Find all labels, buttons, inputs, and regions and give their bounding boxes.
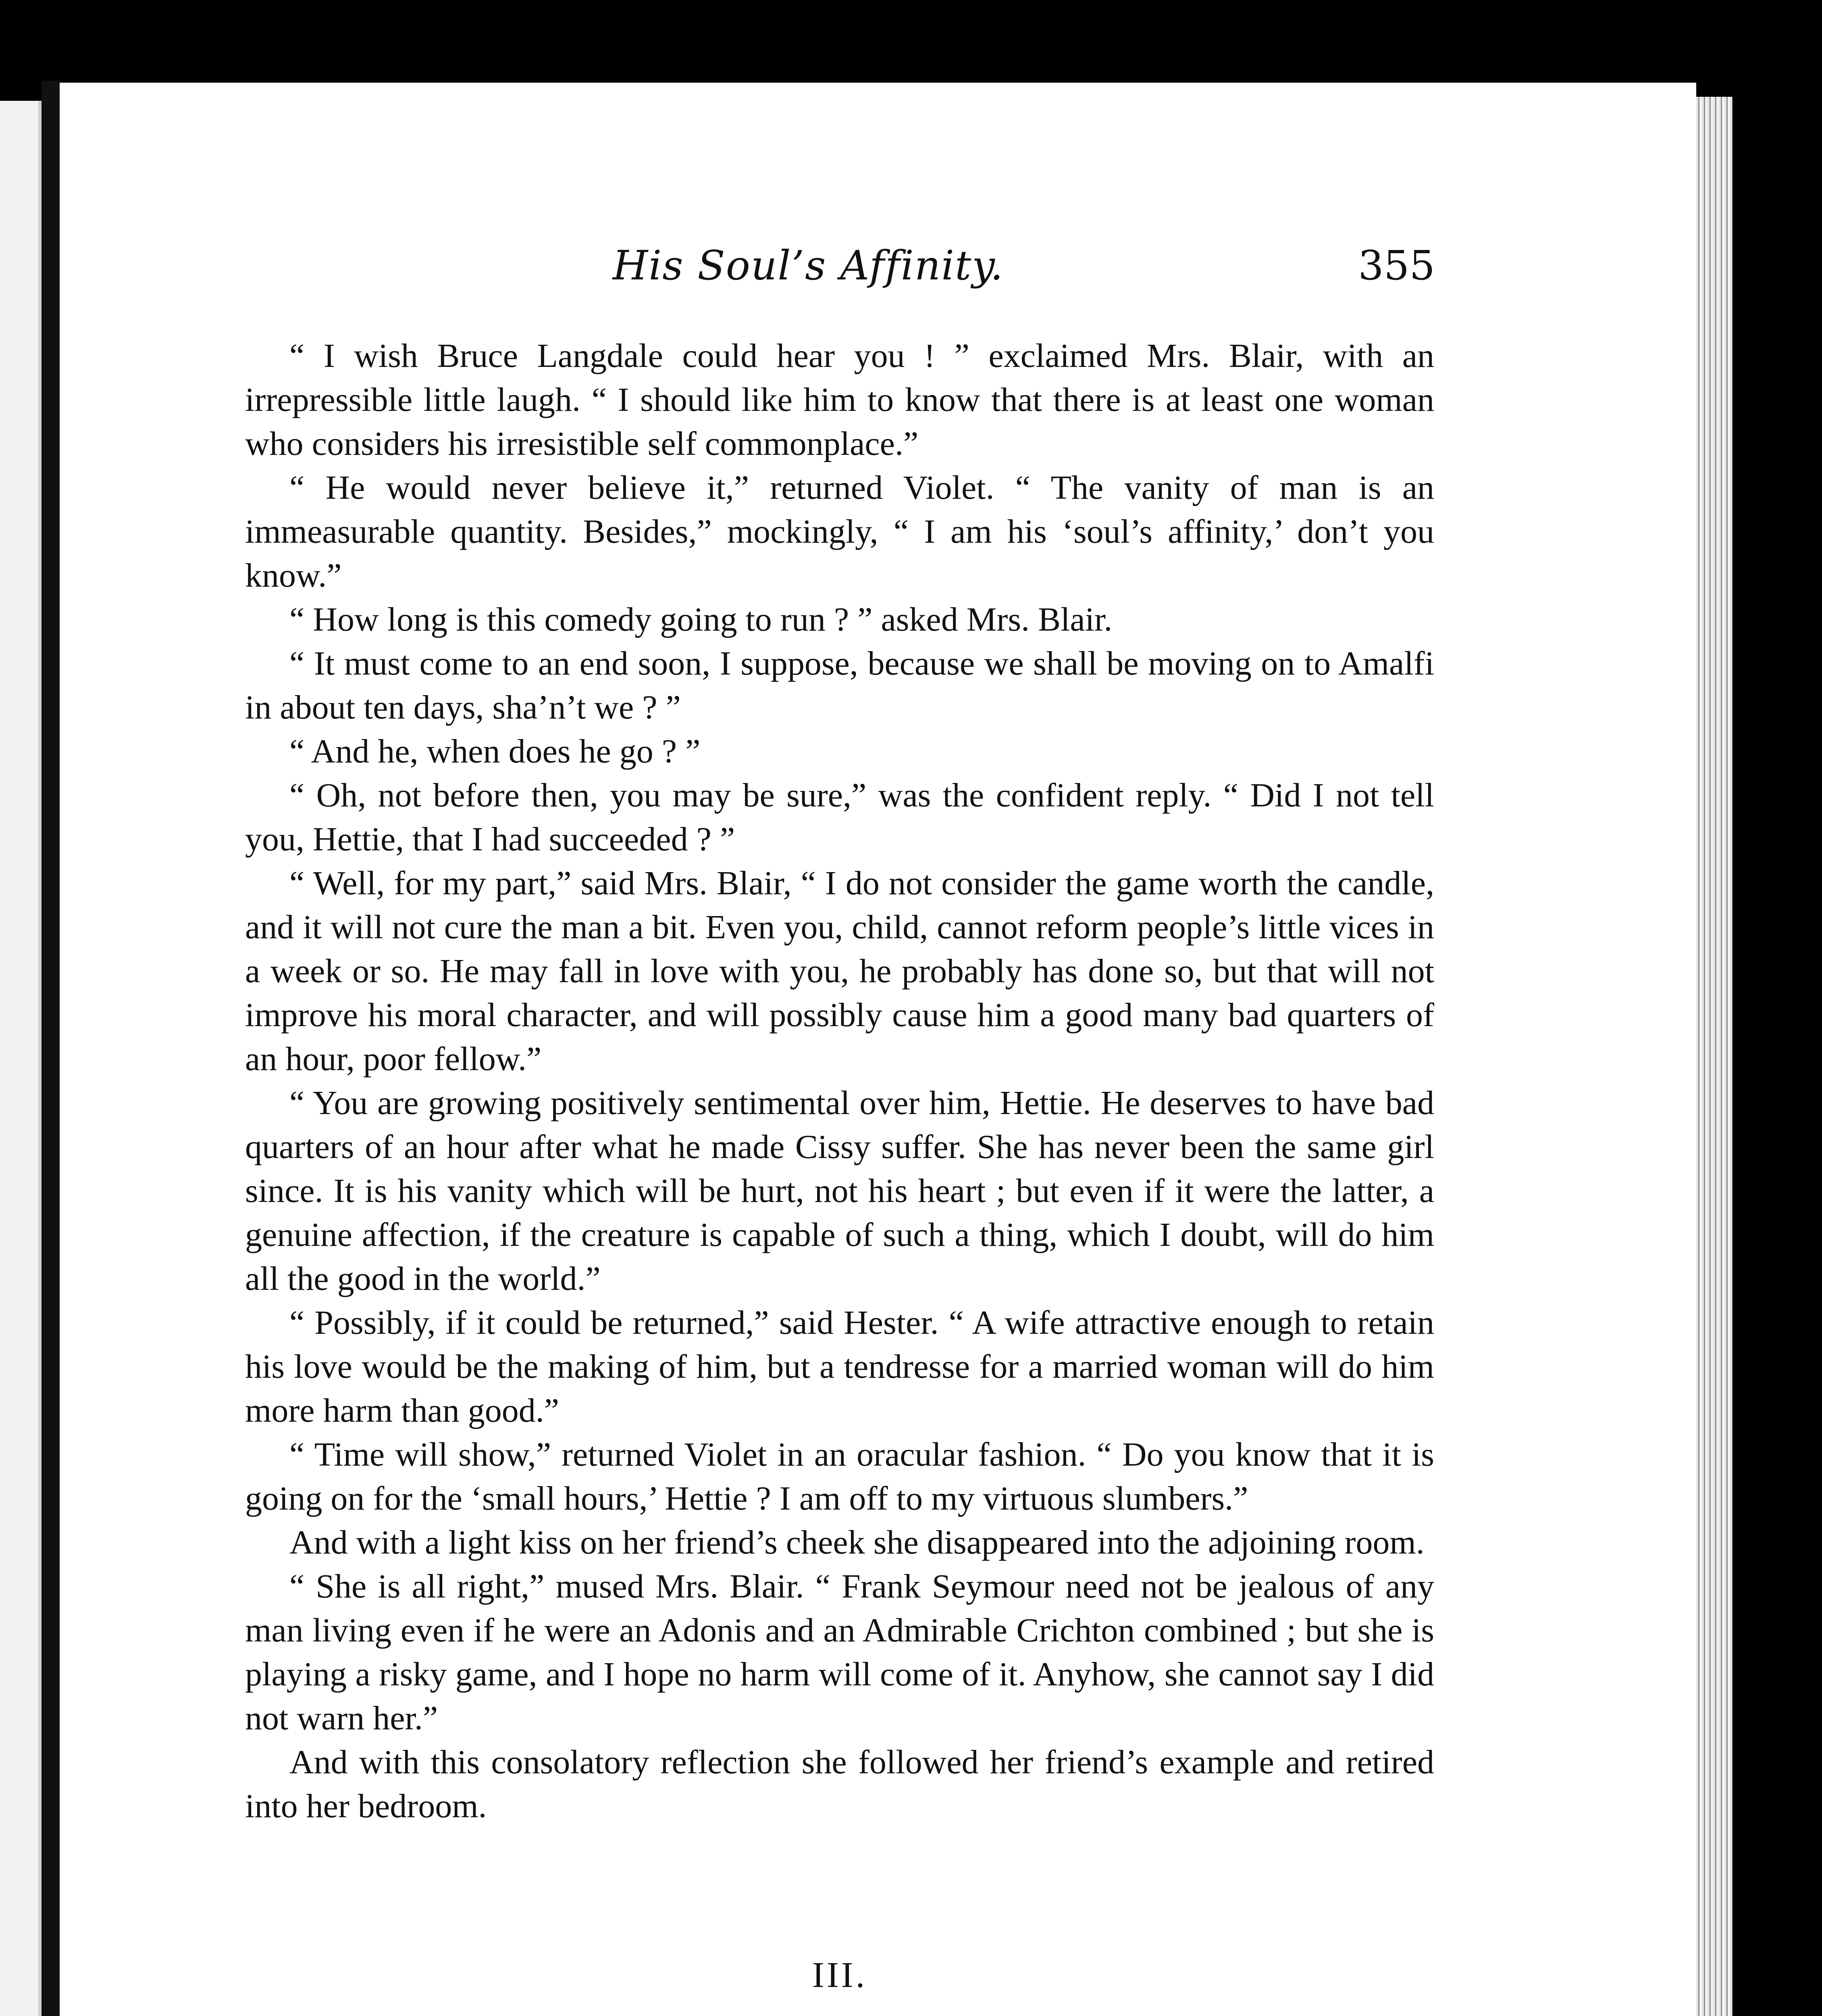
paragraph: And with this consolatory reflection she followed her friend’s example and retired into her bedroom. [245,1743,1434,1825]
paragraph: “ And he, when does he go ? ” [289,733,701,770]
paragraph: “ You are growing positively sentimental over him, Hettie. He deserves to have bad quarters of an hour after what he made Cissy suffer. She has never been the same girl since. It is his vanity which will be hurt, not his heart ; but even if it were the latter, a genuine affection, if the creature is capable of such a thing, which I doubt, will do him all the good in the world.” [245,1084,1434,1297]
paragraph: “ Possibly, if it could be returned,” said Hester. “ A wife attractive enough to retain his love would be the making of him, but a tendresse for a married woman will do him more harm than good.” [245,1304,1434,1429]
paragraph: “ Oh, not before then, you may be sure,” was the confident reply. “ Did I not tell you, Hettie, that I had succeeded ? ” [245,777,1434,858]
paragraph: “ How long is this comedy going to run ? ” asked Mrs. Blair. [289,601,1113,638]
book-spine [42,81,60,2016]
paragraph: And with a light kiss on her friend’s cheek she disappeared into the adjoining room. [289,1524,1425,1561]
paragraph: “ Well, for my part,” said Mrs. Blair, “ I do not consider the game worth the candle, and it will not cure the man a bit. Even you, child, cannot reform people’s little vices in a week or so. He may fall in love with you, he probably has done so, but that will not improve his moral character, and will possibly cause him a good many bad quarters of an hour, poor fellow.” [245,864,1434,1078]
paragraph: “ I wish Bruce Langdale could hear you ! ” exclaimed Mrs. Blair, with an irrepressible little laugh. “ I should like him to know that there is at least one woman who considers his irresistible self commonplace.” [245,337,1434,462]
paragraph: “ Time will show,” returned Violet in an oracular fashion. “ Do you know that it is going on for the ‘small hours,’ Hettie ? I am off to my virtuous slumbers.” [245,1436,1434,1517]
paragraph: “ He would never believe it,” returned Violet. “ The vanity of man is an immeasurable quantity. Besides,” mockingly, “ I am his ‘soul’s affinity,’ don’t you know.” [245,469,1434,594]
previous-page-edge [0,101,42,2016]
running-title: His Soul’s Affinity. [613,242,1004,289]
paragraph: “ It must come to an end soon, I suppose, because we shall be moving on to Amalfi in about ten days, sha’n’t we ? ” [245,645,1434,726]
section-heading: III. [812,1955,867,1995]
paragraph: “ She is all right,” mused Mrs. Blair. “ Frank Seymour need not be jealous of any man living even if he were an Adonis and an Admirable Crichton combined ; but she is playing a risky game, and I hope no harm will come of it. Anyhow, she cannot say I did not warn her.” [245,1568,1434,1737]
running-header [185,242,1435,294]
page-stack-edge [1696,97,1733,2016]
page-number: 355 [1358,242,1435,289]
body-text [245,334,1434,2016]
